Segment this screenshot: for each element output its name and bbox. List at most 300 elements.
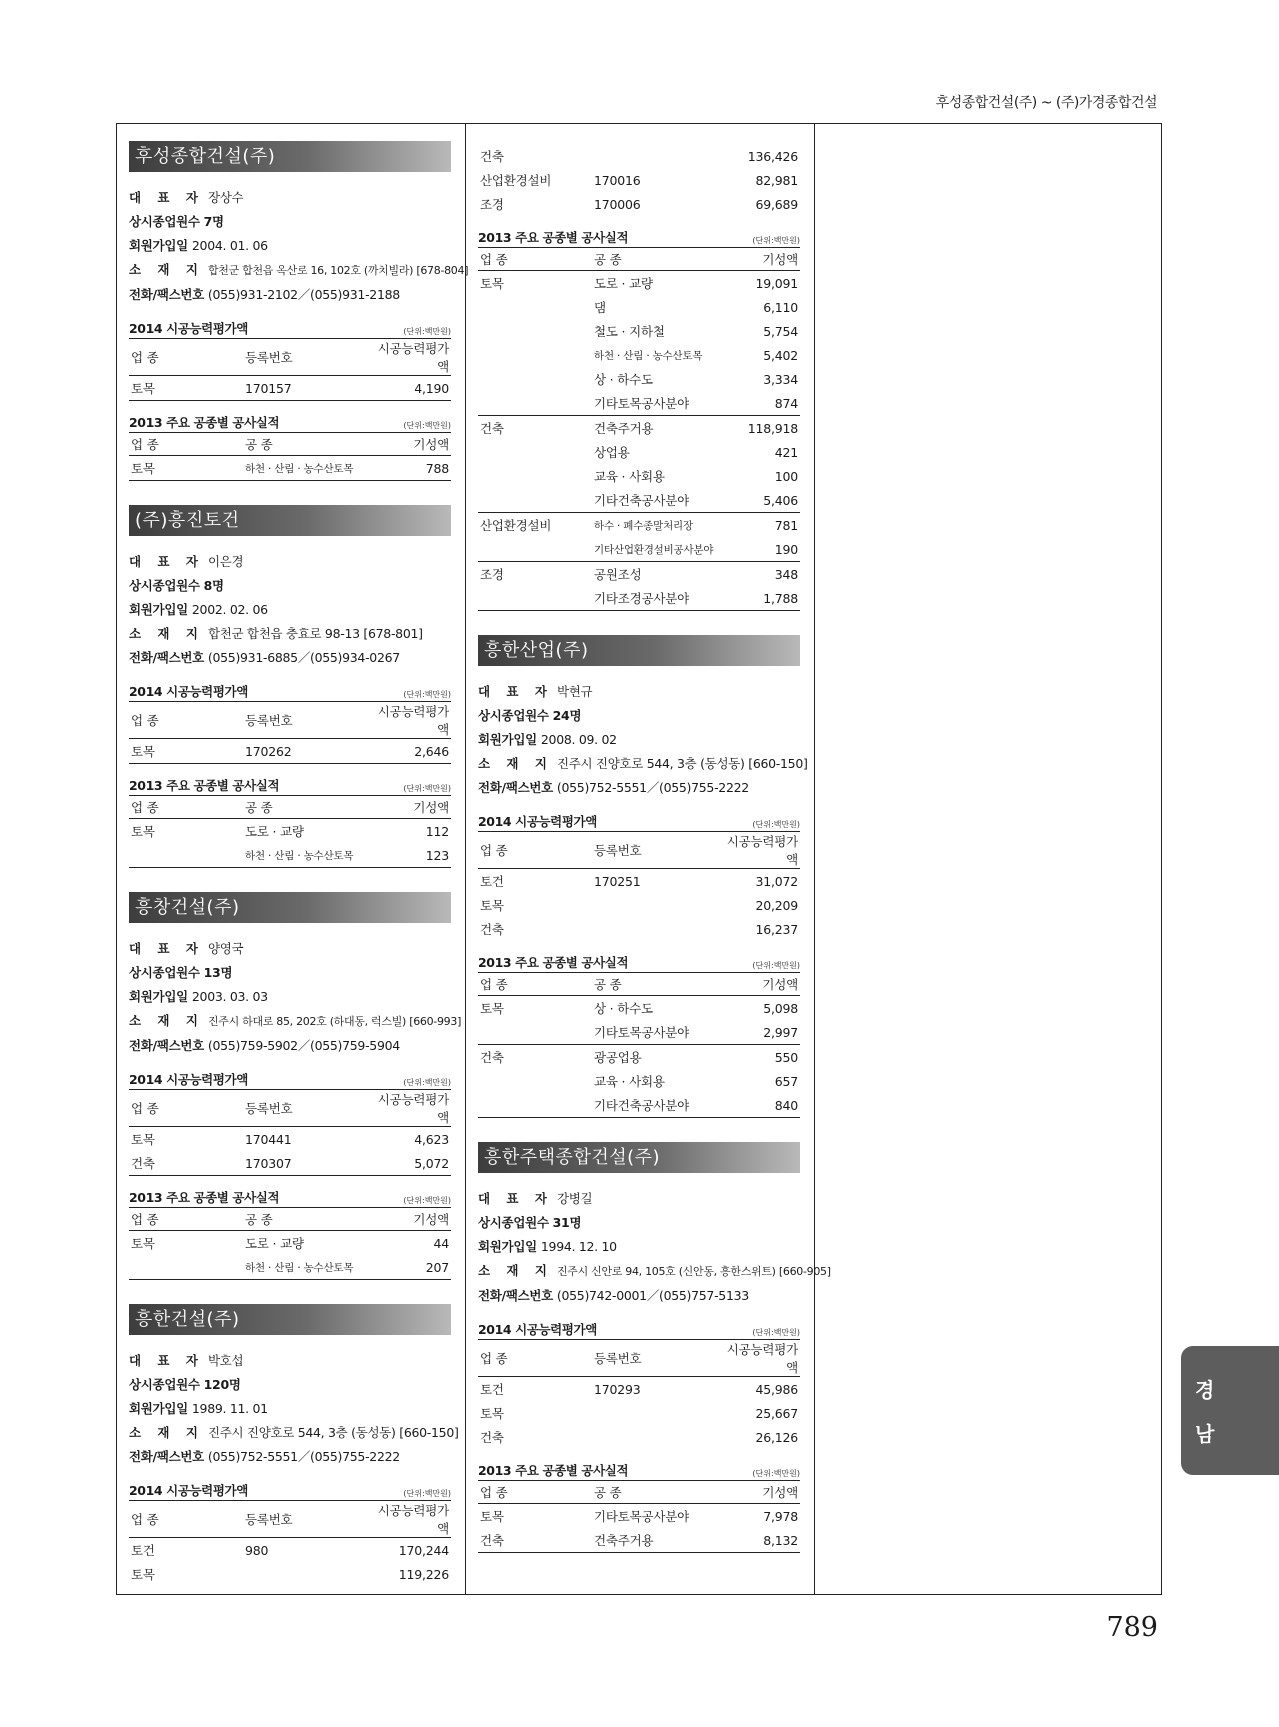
cell: 하천 · 산림 · 농수산토목 <box>243 1255 367 1280</box>
company-name: (주)흥진토건 <box>129 505 451 536</box>
cell: 하천 · 산림 · 농수산토목 <box>243 843 367 868</box>
col-header-amount: 기성액 <box>367 1208 451 1231</box>
cell: 조경 <box>478 562 592 587</box>
company-entry <box>478 1142 831 1553</box>
col-header-capval: 시공능력평가액 <box>716 832 800 869</box>
cell: 25,667 <box>755 1405 798 1421</box>
phone-value: (055)759-5902／(055)759-5904 <box>207 1038 400 1053</box>
cell <box>478 295 592 319</box>
cell: 토목 <box>480 276 504 291</box>
address-value: 합천군 합천읍 충효로 98-13 [678-801] <box>207 626 423 641</box>
table-row <box>478 917 800 941</box>
capacity-title: 2014 시공능력평가액 <box>478 1322 597 1337</box>
cell <box>478 586 592 611</box>
performance-title: 2013 주요 공종별 공사실적 <box>129 778 280 793</box>
cell: 19,091 <box>755 275 798 291</box>
cell: 1,788 <box>716 586 800 611</box>
col-header-capval: 시공능력평가액 <box>367 1501 451 1538</box>
joined-label: 회원가입일 <box>129 602 188 617</box>
cell: 토목 <box>131 824 155 839</box>
rep-value: 이은경 <box>207 554 244 569</box>
performance-title: 2013 주요 공종별 공사실적 <box>129 1190 280 1205</box>
table-row <box>129 1255 451 1280</box>
joined-value: 2008. 09. 02 <box>540 732 617 747</box>
company-entry-continued <box>478 144 800 611</box>
company-entry <box>129 1304 459 1586</box>
col-header-industry: 업 종 <box>129 1208 243 1231</box>
cell: 기타토목공사분야 <box>594 1509 690 1524</box>
cell: 건축주거용 <box>592 416 716 441</box>
table-row <box>478 192 800 216</box>
employees-value: 24명 <box>552 708 582 723</box>
table-row <box>129 456 451 481</box>
capacity-title: 2014 시공능력평가액 <box>129 1483 248 1498</box>
col-header-regno: 등록번호 <box>243 1090 367 1127</box>
cell: 2,646 <box>367 739 451 764</box>
cell: 상 · 하수도 <box>594 372 653 387</box>
region-tab-char-2: 남 <box>1195 1422 1215 1446</box>
col-header-amount: 기성액 <box>716 1481 800 1504</box>
employees-label: 상시종업원수 <box>129 965 200 980</box>
cell: 170157 <box>243 376 367 401</box>
cell: 토목 <box>480 898 504 913</box>
unit-note: (단위:백만원) <box>403 690 451 699</box>
cell: 건축 <box>478 1528 592 1553</box>
cell: 토목 <box>480 1001 504 1016</box>
cell <box>129 843 243 868</box>
cell <box>478 464 592 488</box>
col-header-worktype: 공 종 <box>243 1208 367 1231</box>
cell: 190 <box>774 541 798 557</box>
cell: 건축 <box>480 149 504 164</box>
cell <box>592 917 716 941</box>
performance-title: 2013 주요 공종별 공사실적 <box>129 415 280 430</box>
address-label: 소 재 지 <box>129 626 204 641</box>
address-label: 소 재 지 <box>478 1263 553 1278</box>
cell: 82,981 <box>755 172 798 188</box>
cell: 31,072 <box>755 873 798 889</box>
cell: 건축 <box>480 1430 504 1445</box>
cell: 상업용 <box>594 445 630 460</box>
cell: 4,190 <box>367 376 451 401</box>
cell: 5,406 <box>763 492 798 508</box>
table-row <box>478 391 800 416</box>
table-row <box>129 1127 451 1152</box>
table-row <box>478 319 800 343</box>
cell: 5,754 <box>763 323 798 339</box>
table-row <box>129 376 451 401</box>
table-row <box>478 996 800 1021</box>
joined-value: 2002. 02. 06 <box>191 602 268 617</box>
company-name: 흥한주택종합건설(주) <box>478 1142 800 1173</box>
cell: 상 · 하수도 <box>594 1001 653 1016</box>
table-row <box>478 869 800 894</box>
cell: 118,918 <box>716 416 800 441</box>
employees-value: 31명 <box>552 1215 582 1230</box>
capacity-title: 2014 시공능력평가액 <box>129 684 248 699</box>
column-2 <box>478 144 831 1577</box>
cell: 하천 · 산림 · 농수산토목 <box>594 349 703 362</box>
cell: 토목 <box>129 739 243 764</box>
company-name: 흥한산업(주) <box>478 635 800 666</box>
cell: 건축 <box>480 922 504 937</box>
cell: 기타토목공사분야 <box>594 396 690 411</box>
col-header-industry: 업 종 <box>129 796 243 819</box>
cell: 공원조성 <box>592 562 716 587</box>
page-number: 789 <box>1106 1612 1158 1643</box>
cell: 교육 · 사회용 <box>594 469 665 484</box>
cell: 교육 · 사회용 <box>594 1074 665 1089</box>
cell: 170441 <box>245 1131 292 1147</box>
cell: 4,623 <box>414 1131 449 1147</box>
rep-label: 대 표 자 <box>129 941 204 956</box>
unit-note: (단위:백만원) <box>752 1328 800 1337</box>
cell: 980 <box>245 1542 269 1558</box>
cell: 119,226 <box>398 1566 449 1582</box>
company-entry <box>129 505 451 868</box>
cell: 도로 · 교량 <box>594 276 653 291</box>
cell: 421 <box>774 444 798 460</box>
table-row <box>129 1231 451 1256</box>
cell: 874 <box>774 395 798 411</box>
cell: 170016 <box>594 172 641 188</box>
performance-table <box>478 248 800 611</box>
unit-note: (단위:백만원) <box>752 961 800 970</box>
cell <box>478 1093 592 1118</box>
cell: 건축 <box>129 1151 243 1176</box>
col-header-amount: 기성액 <box>716 248 800 271</box>
joined-label: 회원가입일 <box>129 238 188 253</box>
cell: 기타조경공사분야 <box>592 586 716 611</box>
table-row <box>478 271 800 296</box>
cell <box>243 1562 367 1586</box>
table-row <box>129 1151 451 1176</box>
cell: 45,986 <box>755 1381 798 1397</box>
cell <box>478 343 592 367</box>
cell: 건축주거용 <box>592 1528 716 1553</box>
rep-label: 대 표 자 <box>129 1353 204 1368</box>
employees-label: 상시종업원수 <box>478 1215 549 1230</box>
employees-label: 상시종업원수 <box>129 578 200 593</box>
cell: 토건 <box>480 1382 504 1397</box>
address-label: 소 재 지 <box>129 1425 204 1440</box>
cell: 토건 <box>131 1543 155 1558</box>
table-row <box>478 586 800 611</box>
cell <box>478 440 592 464</box>
phone-value: (055)931-2102／(055)931-2188 <box>207 287 400 302</box>
table-row <box>478 1425 800 1449</box>
table-row <box>478 513 800 538</box>
directory-frame <box>116 123 1162 1595</box>
joined-value: 1989. 11. 01 <box>191 1401 268 1416</box>
unit-note: (단위:백만원) <box>403 784 451 793</box>
phone-value: (055)742-0001／(055)757-5133 <box>556 1288 749 1303</box>
cell <box>592 1401 716 1425</box>
cell: 840 <box>716 1093 800 1118</box>
address-label: 소 재 지 <box>129 262 204 277</box>
cell: 5,098 <box>763 1000 798 1016</box>
cell: 토목 <box>480 1509 504 1524</box>
rep-label: 대 표 자 <box>129 554 204 569</box>
cell: 123 <box>367 843 451 868</box>
capacity-table <box>129 339 451 401</box>
cell <box>478 1069 592 1093</box>
cell: 기타건축공사분야 <box>594 493 690 508</box>
joined-value: 1994. 12. 10 <box>540 1239 617 1254</box>
cell: 6,110 <box>763 299 798 315</box>
col-header-industry: 업 종 <box>129 1090 243 1127</box>
joined-value: 2003. 03. 03 <box>191 989 268 1004</box>
col-header-industry: 업 종 <box>129 433 243 456</box>
joined-label: 회원가입일 <box>129 989 188 1004</box>
cell: 3,334 <box>763 371 798 387</box>
performance-table <box>129 796 451 868</box>
phone-label: 전화/팩스번호 <box>129 1449 204 1464</box>
table-row <box>478 343 800 367</box>
cell: 170262 <box>243 739 367 764</box>
capacity-table <box>129 1501 451 1586</box>
company-name: 흥창건설(주) <box>129 892 451 923</box>
col-header-industry: 업 종 <box>129 702 243 739</box>
table-row <box>478 537 800 562</box>
employees-value: 8명 <box>203 578 224 593</box>
company-name: 흥한건설(주) <box>129 1304 451 1335</box>
table-row <box>478 1093 800 1118</box>
table-row <box>478 144 800 168</box>
region-tab-char-1: 경 <box>1195 1378 1215 1402</box>
cell <box>478 319 592 343</box>
cell: 토목 <box>129 376 243 401</box>
cell: 건축 <box>478 416 592 441</box>
capacity-table <box>129 1090 451 1176</box>
rep-value: 양영국 <box>207 941 244 956</box>
cell: 토목 <box>480 1406 504 1421</box>
col-header-regno: 등록번호 <box>592 1340 716 1377</box>
cell: 170006 <box>594 196 641 212</box>
table-row <box>478 1045 800 1070</box>
rep-label: 대 표 자 <box>478 1191 553 1206</box>
cell: 550 <box>716 1045 800 1070</box>
employees-label: 상시종업원수 <box>478 708 549 723</box>
employees-value: 7명 <box>203 214 224 229</box>
col-header-capval: 시공능력평가액 <box>716 1340 800 1377</box>
unit-note: (단위:백만원) <box>752 820 800 829</box>
col-header-regno: 등록번호 <box>243 1501 367 1538</box>
phone-value: (055)752-5551／(055)755-2222 <box>556 780 749 795</box>
address-label: 소 재 지 <box>129 1013 204 1028</box>
cell: 136,426 <box>747 148 798 164</box>
cell: 광공업용 <box>592 1045 716 1070</box>
col-header-capval: 시공능력평가액 <box>367 339 451 376</box>
cell: 하천 · 산림 · 농수산토목 <box>243 456 367 481</box>
phone-label: 전화/팩스번호 <box>478 1288 553 1303</box>
unit-note: (단위:백만원) <box>403 421 451 430</box>
cell: 2,997 <box>763 1024 798 1040</box>
cell <box>478 367 592 391</box>
capacity-title: 2014 시공능력평가액 <box>129 321 248 336</box>
col-header-industry: 업 종 <box>478 1340 592 1377</box>
phone-label: 전화/팩스번호 <box>129 287 204 302</box>
col-header-regno: 등록번호 <box>243 702 367 739</box>
joined-label: 회원가입일 <box>478 732 537 747</box>
cell: 기타건축공사분야 <box>592 1093 716 1118</box>
cell: 토목 <box>131 1236 155 1251</box>
col-header-amount: 기성액 <box>367 433 451 456</box>
cell: 170251 <box>594 873 641 889</box>
capacity-table <box>478 1340 800 1449</box>
rep-value: 박현규 <box>556 684 593 699</box>
address-value: 합천군 합천읍 옥산로 16, 102호 (까치빌라) [678-804] <box>207 264 469 277</box>
joined-label: 회원가입일 <box>478 1239 537 1254</box>
cell: 건축 <box>478 1045 592 1070</box>
cell: 5,402 <box>763 347 798 363</box>
employees-value: 120명 <box>203 1377 241 1392</box>
col-header-worktype: 공 종 <box>243 796 367 819</box>
capacity-table <box>129 702 451 764</box>
cell: 산업환경설비 <box>478 513 592 538</box>
company-entry <box>129 141 469 481</box>
col-header-capval: 시공능력평가액 <box>367 1090 451 1127</box>
cell <box>592 1425 716 1449</box>
cell: 207 <box>367 1255 451 1280</box>
table-row <box>478 1020 800 1045</box>
table-row <box>129 1562 451 1586</box>
table-row <box>478 562 800 587</box>
running-header: 후성종합건설(주) ~ (주)가경종합건설 <box>935 95 1157 111</box>
column-divider <box>465 124 466 1594</box>
cell: 8,132 <box>716 1528 800 1553</box>
cell: 토목 <box>131 1132 155 1147</box>
table-row <box>478 440 800 464</box>
cell: 댐 <box>594 300 606 315</box>
performance-table <box>129 1208 451 1280</box>
col-header-worktype: 공 종 <box>592 973 716 996</box>
table-row <box>478 893 800 917</box>
col-header-regno: 등록번호 <box>592 832 716 869</box>
cell: 26,126 <box>755 1429 798 1445</box>
cell: 20,209 <box>755 897 798 913</box>
cell: 산업환경설비 <box>480 173 552 188</box>
table-row <box>478 1504 800 1529</box>
col-header-industry: 업 종 <box>478 248 592 271</box>
phone-label: 전화/팩스번호 <box>478 780 553 795</box>
unit-note: (단위:백만원) <box>403 327 451 336</box>
performance-table <box>478 973 800 1118</box>
table-row <box>478 416 800 441</box>
unit-note: (단위:백만원) <box>752 236 800 245</box>
table-row <box>478 488 800 513</box>
cell <box>478 391 592 416</box>
table-row <box>129 1538 451 1563</box>
cell: 170,244 <box>398 1542 449 1558</box>
column-divider <box>814 124 815 1594</box>
capacity-table <box>478 832 800 941</box>
cell: 도로 · 교량 <box>245 1236 304 1251</box>
unit-note: (단위:백만원) <box>403 1489 451 1498</box>
rep-label: 대 표 자 <box>478 684 553 699</box>
table-row <box>478 1401 800 1425</box>
cell: 16,237 <box>755 921 798 937</box>
region-side-tab <box>1181 1346 1279 1475</box>
rep-value: 강병길 <box>556 1191 593 1206</box>
cell: 토목 <box>131 1567 155 1582</box>
table-row <box>478 1528 800 1553</box>
cell: 170307 <box>243 1151 367 1176</box>
rep-label: 대 표 자 <box>129 190 204 205</box>
cell: 5,072 <box>367 1151 451 1176</box>
unit-note: (단위:백만원) <box>403 1196 451 1205</box>
employees-label: 상시종업원수 <box>129 1377 200 1392</box>
cell: 781 <box>716 513 800 538</box>
col-header-industry: 업 종 <box>129 339 243 376</box>
col-header-amount: 기성액 <box>716 973 800 996</box>
performance-table <box>478 1481 800 1553</box>
capacity-title: 2014 시공능력평가액 <box>129 1072 248 1087</box>
cell <box>478 1020 592 1045</box>
cell: 토건 <box>480 874 504 889</box>
table-row <box>478 367 800 391</box>
col-header-amount: 기성액 <box>367 796 451 819</box>
column-1 <box>129 141 469 1610</box>
capacity-table-continued <box>478 144 800 216</box>
address-value: 진주시 하대로 85, 202호 (하대동, 럭스빌) [660-993] <box>207 1015 462 1028</box>
cell <box>129 1255 243 1280</box>
address-label: 소 재 지 <box>478 756 553 771</box>
joined-value: 2004. 01. 06 <box>191 238 268 253</box>
performance-title: 2013 주요 공종별 공사실적 <box>478 1463 629 1478</box>
performance-title: 2013 주요 공종별 공사실적 <box>478 230 629 245</box>
phone-value: (055)931-6885／(055)934-0267 <box>207 650 400 665</box>
rep-value: 박호섭 <box>207 1353 244 1368</box>
cell: 도로 · 교량 <box>245 824 304 839</box>
col-header-industry: 업 종 <box>478 1481 592 1504</box>
cell: 토목 <box>129 456 243 481</box>
cell: 7,978 <box>763 1508 798 1524</box>
table-row <box>478 295 800 319</box>
company-name: 후성종합건설(주) <box>129 141 451 172</box>
table-row <box>478 1069 800 1093</box>
cell <box>478 488 592 513</box>
cell: 69,689 <box>755 196 798 212</box>
phone-value: (055)752-5551／(055)755-2222 <box>207 1449 400 1464</box>
capacity-title: 2014 시공능력평가액 <box>478 814 597 829</box>
col-header-capval: 시공능력평가액 <box>367 702 451 739</box>
cell: 348 <box>716 562 800 587</box>
table-row <box>478 1377 800 1402</box>
rep-value: 장상수 <box>207 190 244 205</box>
employees-value: 13명 <box>203 965 233 980</box>
cell: 44 <box>433 1235 449 1251</box>
cell: 철도 · 지하철 <box>594 324 665 339</box>
table-row <box>129 843 451 868</box>
cell: 170293 <box>594 1381 641 1397</box>
company-entry <box>478 635 808 1118</box>
cell: 하수 · 폐수종말처리장 <box>592 513 716 538</box>
col-header-worktype: 공 종 <box>592 248 716 271</box>
employees-label: 상시종업원수 <box>129 214 200 229</box>
cell: 112 <box>425 823 449 839</box>
address-value: 진주시 신안로 94, 105호 (신안동, 흥한스위트) [660-905] <box>556 1265 831 1278</box>
col-header-industry: 업 종 <box>478 832 592 869</box>
table-row <box>478 464 800 488</box>
cell <box>592 144 716 168</box>
cell: 788 <box>367 456 451 481</box>
performance-table <box>129 433 451 481</box>
col-header-regno: 등록번호 <box>243 339 367 376</box>
phone-label: 전화/팩스번호 <box>129 1038 204 1053</box>
col-header-worktype: 공 종 <box>243 433 367 456</box>
table-row <box>129 739 451 764</box>
